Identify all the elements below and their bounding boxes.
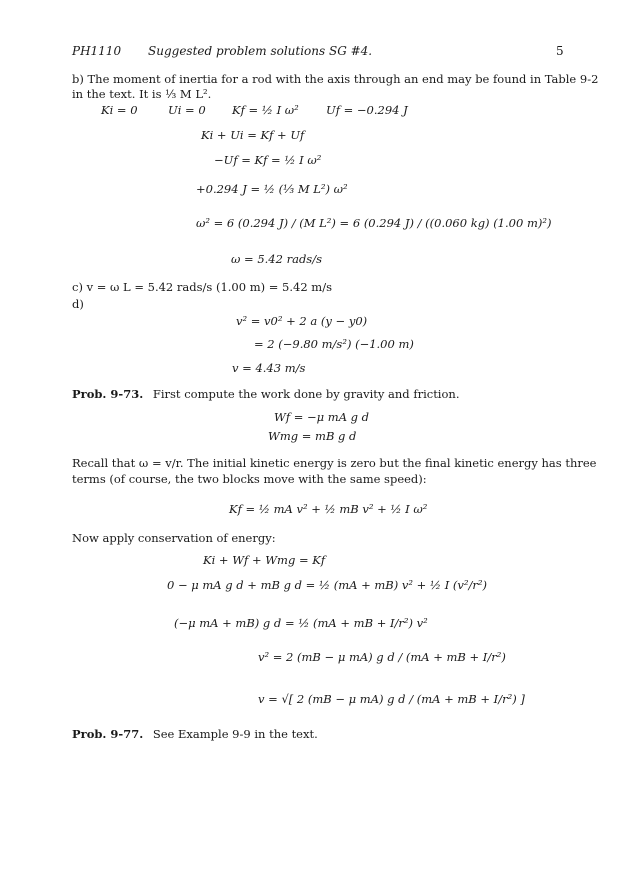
header-title: Suggested problem solutions SG #4. — [148, 44, 373, 58]
conservation-text: Now apply conservation of energy: — [72, 531, 276, 545]
given-ui: Ui = 0 — [168, 103, 206, 117]
eq-work-gravity: Wmg = mB g d — [268, 429, 357, 443]
page-number: 5 — [556, 44, 564, 58]
prob-73-intro: First compute the work done by gravity and friction. — [152, 387, 460, 401]
eq-energy-expanded: 0 − μ mA g d + mB g d = ½ (mA + mB) v² + ½ I (v²/r²) — [167, 578, 487, 592]
eq-v-squared: v² = 2 (mB − μ mA) g d / (mA + mB + I/r²) — [258, 650, 506, 664]
prob-73-label: Prob. 9-73. — [72, 387, 144, 401]
recall-line1: Recall that ω = v/r. The initial kinetic energy is zero but the final kinetic energy has three — [72, 456, 597, 470]
part-d-label: d) — [72, 297, 84, 311]
eq-omega-value: ω = 5.42 rads/s — [231, 252, 322, 266]
eq-kinematics-sub: = 2 (−9.80 m/s²) (−1.00 m) — [254, 337, 414, 351]
eq-v-value: v = 4.43 m/s — [232, 361, 306, 375]
eq-energy-conservation: Ki + Ui = Kf + Uf — [201, 128, 305, 142]
eq-energy-factored: (−μ mA + mB) g d = ½ (mA + mB + I/r²) v² — [174, 616, 428, 630]
eq-omega-squared: ω² = 6 (0.294 J) / (M L²) = 6 (0.294 J) / ((0.060 kg) (1.00 m)²) — [196, 216, 552, 230]
part-b-line2: in the text. It is ⅓ M L². — [72, 87, 212, 101]
eq-uf-kf: −Uf = Kf = ½ I ω² — [214, 153, 322, 167]
given-ki: Ki = 0 — [101, 103, 138, 117]
given-uf: Uf = −0.294 J — [326, 103, 408, 117]
eq-kinematics: v² = v0² + 2 a (y − y0) — [236, 314, 368, 328]
eq-work-friction: Wf = −μ mA g d — [274, 410, 370, 424]
recall-line2: terms (of course, the two blocks move with the same speed): — [72, 472, 427, 486]
part-b-line1: b) The moment of inertia for a rod with the axis through an end may be found in Table 9-2 — [72, 72, 599, 86]
eq-substitution: +0.294 J = ½ (⅓ M L²) ω² — [196, 182, 348, 196]
eq-energy-balance: Ki + Wf + Wmg = Kf — [203, 553, 326, 567]
eq-v-final: v = √[ 2 (mB − μ mA) g d / (mA + mB + I/r²) ] — [258, 692, 525, 706]
prob-77-label: Prob. 9-77. — [72, 727, 144, 741]
header-course: PH1110 — [72, 44, 122, 58]
prob-77-text: See Example 9-9 in the text. — [152, 727, 318, 741]
eq-kf-terms: Kf = ½ mA v² + ½ mB v² + ½ I ω² — [229, 502, 428, 516]
given-kf: Kf = ½ I ω² — [232, 103, 299, 117]
part-c: c) v = ω L = 5.42 rads/s (1.00 m) = 5.42 m/s — [72, 280, 332, 294]
